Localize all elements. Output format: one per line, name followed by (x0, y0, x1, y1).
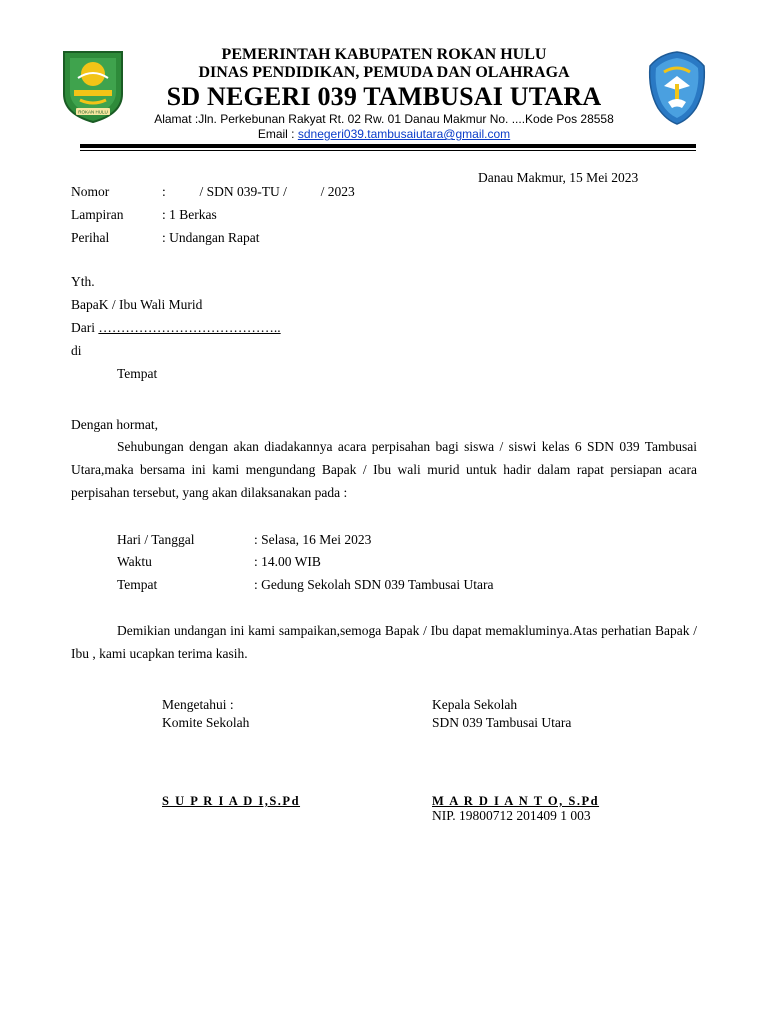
recipient-yth: Yth. (71, 274, 95, 289)
sign-right-title: Kepala Sekolah (432, 697, 518, 712)
email-link[interactable]: sdnegeri039.tambusaiutara@gmail.com (297, 127, 511, 141)
logo-caption: ROKAN HULU (78, 109, 108, 115)
header-department: DINAS PENDIDIKAN, PEMUDA DAN OLAHRAGA (198, 64, 570, 81)
header-divider-thick (80, 144, 696, 148)
sign-right-name: M A R D I A N T O, S.Pd (432, 794, 600, 808)
dari-blank: ………………………………….. (98, 320, 281, 335)
sign-right-nip: NIP. 19800712 201409 1 003 (432, 808, 591, 823)
detail-label-time: Waktu (117, 554, 152, 569)
dari-label: Dari (71, 320, 99, 335)
detail-label-date: Hari / Tanggal (117, 532, 195, 547)
perihal-value: : Undangan Rapat (162, 230, 260, 245)
sign-left-title: Mengetahui : (162, 697, 234, 712)
body-paragraph-2 (71, 619, 697, 665)
header-address: Alamat :Jln. Perkebunan Rakyat Rt. 02 Rw. 01 Danau Makmur No. ....Kode Pos 28558 (154, 112, 614, 126)
recipient-dari (71, 320, 281, 336)
sign-right-role: SDN 039 Tambusai Utara (432, 715, 572, 730)
detail-value-place: : Gedung Sekolah SDN 039 Tambusai Utara (254, 577, 494, 592)
recipient-di: di (71, 343, 82, 358)
header-government: PEMERINTAH KABUPATEN ROKAN HULU (221, 46, 547, 63)
body-paragraph-2-text: Demikian undangan ini kami sampaikan,semoga Bapak / Ibu dapat memakluminya.Atas perhatian Bapak / Ibu , kami ucapkan terima kasih. (71, 623, 697, 661)
email-label: Email : (257, 127, 298, 141)
recipient-tempat: Tempat (117, 366, 158, 381)
lampiran-value: : 1 Berkas (162, 207, 217, 222)
sign-left-name: S U P R I A D I,S.Pd (162, 794, 301, 808)
header-email-line (0, 127, 768, 141)
perihal-label: Perihal (71, 230, 110, 245)
nomor-value: : / SDN 039-TU / / 2023 (162, 184, 355, 199)
sign-left-role: Komite Sekolah (162, 715, 250, 730)
header-divider-thin (80, 150, 696, 151)
header-school-name: SD NEGERI 039 TAMBUSAI UTARA (166, 82, 602, 111)
detail-label-place: Tempat (117, 577, 158, 592)
detail-value-date: : Selasa, 16 Mei 2023 (254, 532, 372, 547)
body-paragraph-1-text: Sehubungan dengan akan diadakannya acara perpisahan bagi siswa / siswi kelas 6 SDN 039 Tambusai Utara,maka bersama ini kami mengundang Bapak / Ibu wali murid untuk hadir dalam rapat persiapan acara perpisahan tersebut, yang akan dilaksanakan pada : (71, 439, 697, 500)
recipient-to: BapaK / Ibu Wali Murid (71, 297, 203, 312)
greeting: Dengan hormat, (71, 417, 158, 432)
lampiran-label: Lampiran (71, 207, 124, 222)
body-paragraph-1 (71, 435, 697, 504)
letter-date: Danau Makmur, 15 Mei 2023 (478, 170, 639, 185)
detail-value-time: : 14.00 WIB (254, 554, 321, 569)
nomor-label: Nomor (71, 184, 110, 199)
